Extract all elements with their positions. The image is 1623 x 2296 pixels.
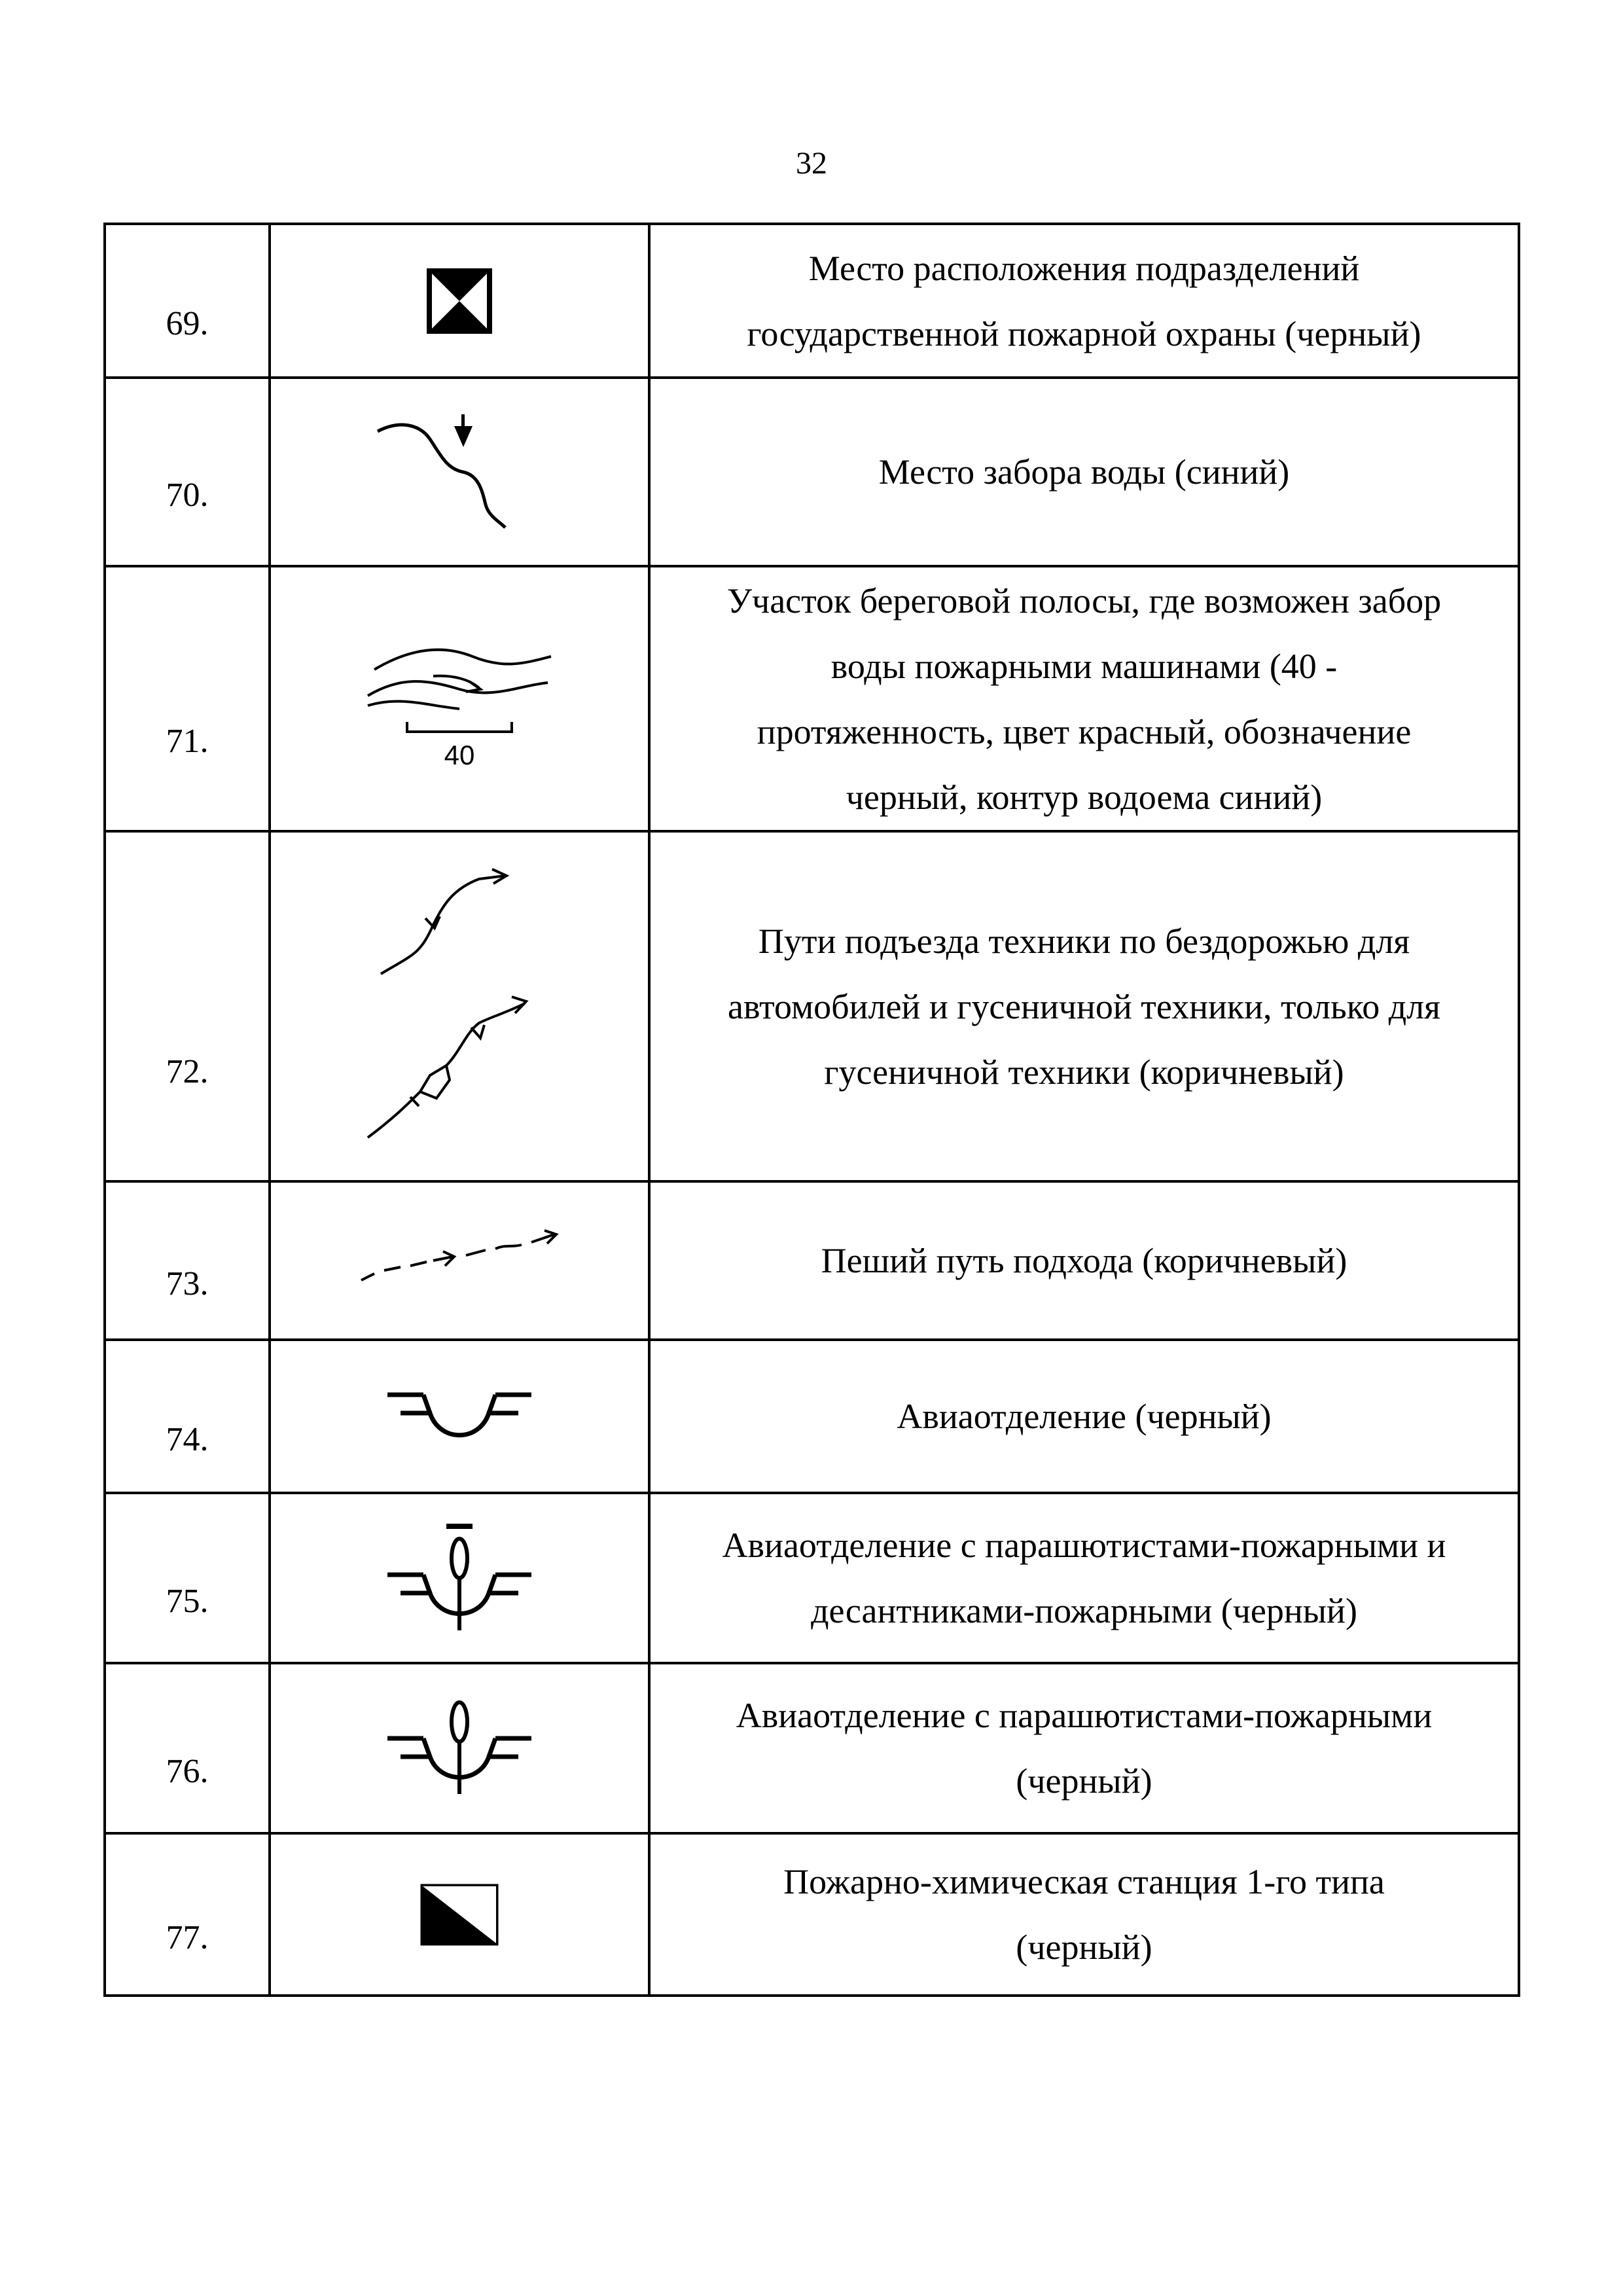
symbol-cell	[270, 1181, 649, 1340]
symbol-description: Авиаотделение (черный)	[649, 1340, 1519, 1493]
table-row	[105, 1663, 1519, 1833]
shoreline-length-label: 40	[444, 739, 475, 770]
table-row	[105, 1833, 1519, 1996]
table-row	[105, 831, 1519, 1181]
row-number: 75.	[105, 1493, 270, 1663]
symbol-cell	[270, 1340, 649, 1493]
symbol-description: Пожарно-химическая станция 1-го типа (черный)	[649, 1833, 1519, 1996]
table-row	[105, 378, 1519, 566]
page-number: 32	[796, 146, 827, 181]
table-row	[105, 224, 1519, 378]
shoreline-water-intake-icon	[361, 624, 558, 774]
symbol-description: Авиаотделение с парашютистами-пожарными и десантниками-пожарными (черный)	[649, 1493, 1519, 1663]
table-row	[105, 566, 1519, 831]
symbol-description: Авиаотделение с парашютистами-пожарными (черный)	[649, 1663, 1519, 1833]
symbol-description: Пути подъезда техники по бездорожью для автомобилей и гусеничной техники, только для гусеничной техники (коричневый)	[649, 831, 1519, 1181]
water-intake-icon	[374, 413, 544, 531]
symbol-cell	[270, 1833, 649, 1996]
symbol-description: Место забора воды (синий)	[649, 378, 1519, 566]
table-row	[105, 1181, 1519, 1340]
symbol-cell	[270, 831, 649, 1181]
symbol-cell	[270, 224, 649, 378]
symbol-cell	[270, 1493, 649, 1663]
symbol-description: Участок береговой полосы, где возможен забор воды пожарными машинами (40 - протяженность, цвет красный, обозначение черный, контур водоема синий)	[649, 566, 1519, 831]
legend-table	[103, 223, 1520, 1997]
symbol-cell	[270, 566, 649, 831]
air-unit-paratroopers-icon	[384, 1699, 535, 1797]
symbol-cell	[270, 378, 649, 566]
offroad-access-routes-icon	[355, 856, 564, 1157]
fire-chemical-station-type1-icon	[420, 1884, 499, 1946]
row-number: 76.	[105, 1663, 270, 1833]
row-number: 73.	[105, 1181, 270, 1340]
row-number: 72.	[105, 831, 270, 1181]
symbol-description: Место расположения подразделений государственной пожарной охраны (черный)	[649, 224, 1519, 378]
row-number: 69.	[105, 224, 270, 378]
row-number: 74.	[105, 1340, 270, 1493]
foot-path-icon	[355, 1228, 564, 1293]
table-row	[105, 1493, 1519, 1663]
table-row	[105, 1340, 1519, 1493]
symbol-description: Пеший путь подхода (коричневый)	[649, 1181, 1519, 1340]
air-unit-paratroopers-rappellers-icon	[384, 1522, 535, 1634]
symbol-cell	[270, 1663, 649, 1833]
fire-service-location-icon	[427, 268, 492, 334]
row-number: 70.	[105, 378, 270, 566]
row-number: 77.	[105, 1833, 270, 1996]
row-number: 71.	[105, 566, 270, 831]
air-unit-icon	[384, 1387, 535, 1446]
